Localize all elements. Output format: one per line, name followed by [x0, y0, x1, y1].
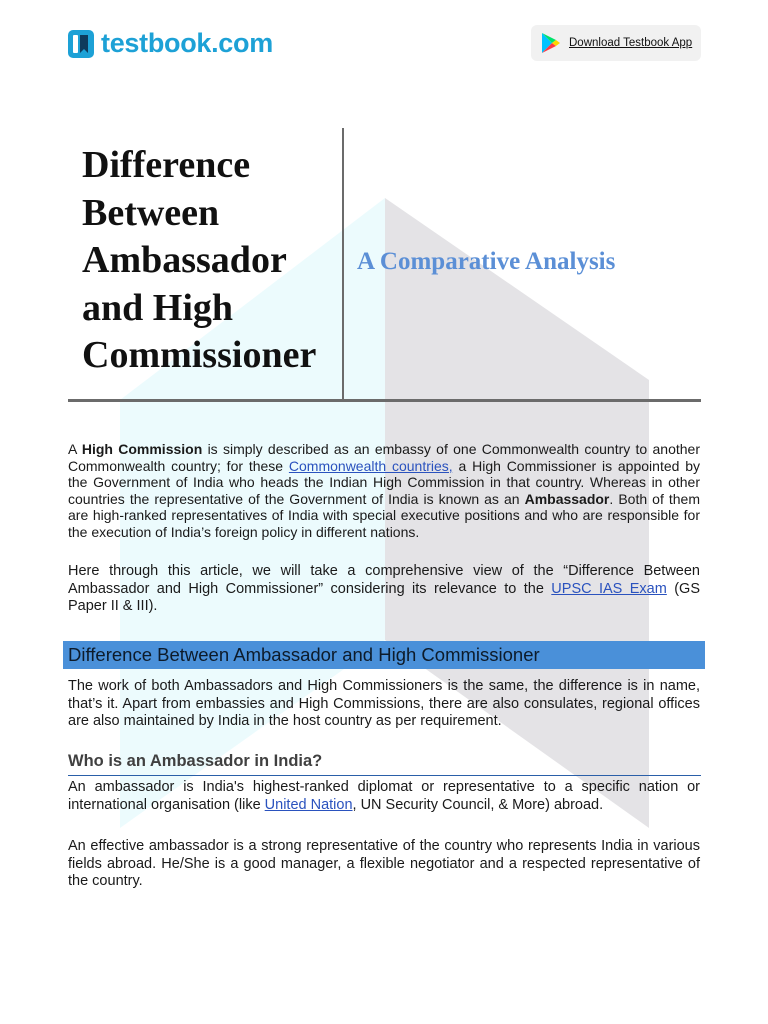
page-title: [82, 142, 342, 380]
commonwealth-countries-link[interactable]: Commonwealth countries,: [288, 457, 453, 474]
testbook-logo-icon: [67, 29, 95, 59]
bold-term-high-commission: High Commission: [81, 441, 203, 457]
testbook-logo[interactable]: [67, 28, 273, 59]
section-paragraph-3: An effective ambassador is a strong representative of the country who represents India in various fields abroad. He/She is a good manager, a flexible negotiator and a respected representative of the country.: [68, 838, 700, 889]
download-app-button[interactable]: [531, 25, 701, 61]
section-heading: Difference Between Ambassador and High Commissioner: [68, 644, 540, 665]
section-paragraph-2: [68, 779, 700, 814]
united-nation-link[interactable]: United Nation: [264, 796, 353, 813]
logo-text: testbook.com: [101, 28, 273, 58]
title-line: Between: [82, 191, 220, 234]
google-play-icon: [541, 32, 561, 54]
download-app-label: Download Testbook App: [569, 37, 693, 49]
intro-paragraph-1: [68, 441, 700, 540]
title-line: and High: [82, 286, 234, 329]
upsc-ias-exam-link[interactable]: UPSC IAS Exam: [551, 580, 667, 597]
title-divider-horizontal: [68, 399, 701, 402]
text: Here through this article, we will take a comprehensive view of the “Difference Between Ambassador and High Commissioner” considering its relevance to the: [68, 563, 700, 597]
section-heading-bar: [63, 641, 705, 669]
section-paragraph-1: The work of both Ambassadors and High Commissioners is the same, the difference is in name, that’s it. Apart from embassies and High Commissions, there are also consulates, regional offices are also maintained by India in the host country as per requirement.: [68, 678, 700, 729]
text: , UN Security Council, & More) abroad.: [352, 796, 604, 813]
text: A: [68, 441, 82, 457]
page-subtitle: A Comparative Analysis: [357, 248, 616, 275]
subheading-who-is-ambassador: Who is an Ambassador in India?: [68, 752, 701, 776]
text: . Both of them are high-ranked representatives of India with special executive positions and who are responsible for the execution of India’s foreign policy in different nations.: [68, 490, 700, 540]
text: (GS Paper II & III).: [68, 580, 701, 614]
bold-term-ambassador: Ambassador: [524, 490, 610, 507]
text: An ambassador is India's highest-ranked diplomat or representative to a specific nation or international organisation (like: [68, 779, 700, 813]
title-divider-vertical: [342, 128, 344, 400]
title-line: Difference: [82, 144, 251, 186]
title-line: Commissioner: [82, 334, 317, 376]
intro-paragraph-2: [68, 563, 700, 616]
title-line: Ambassador: [82, 239, 287, 281]
text: a High Commissioner is appointed by the Government of India who heads the Indian High Commission in that country. Whereas in other countries the representative of the Government of India is known as an: [68, 457, 700, 507]
text: is simply described as an embassy of one Commonwealth country to another Commonwealth country; for these: [68, 441, 700, 474]
